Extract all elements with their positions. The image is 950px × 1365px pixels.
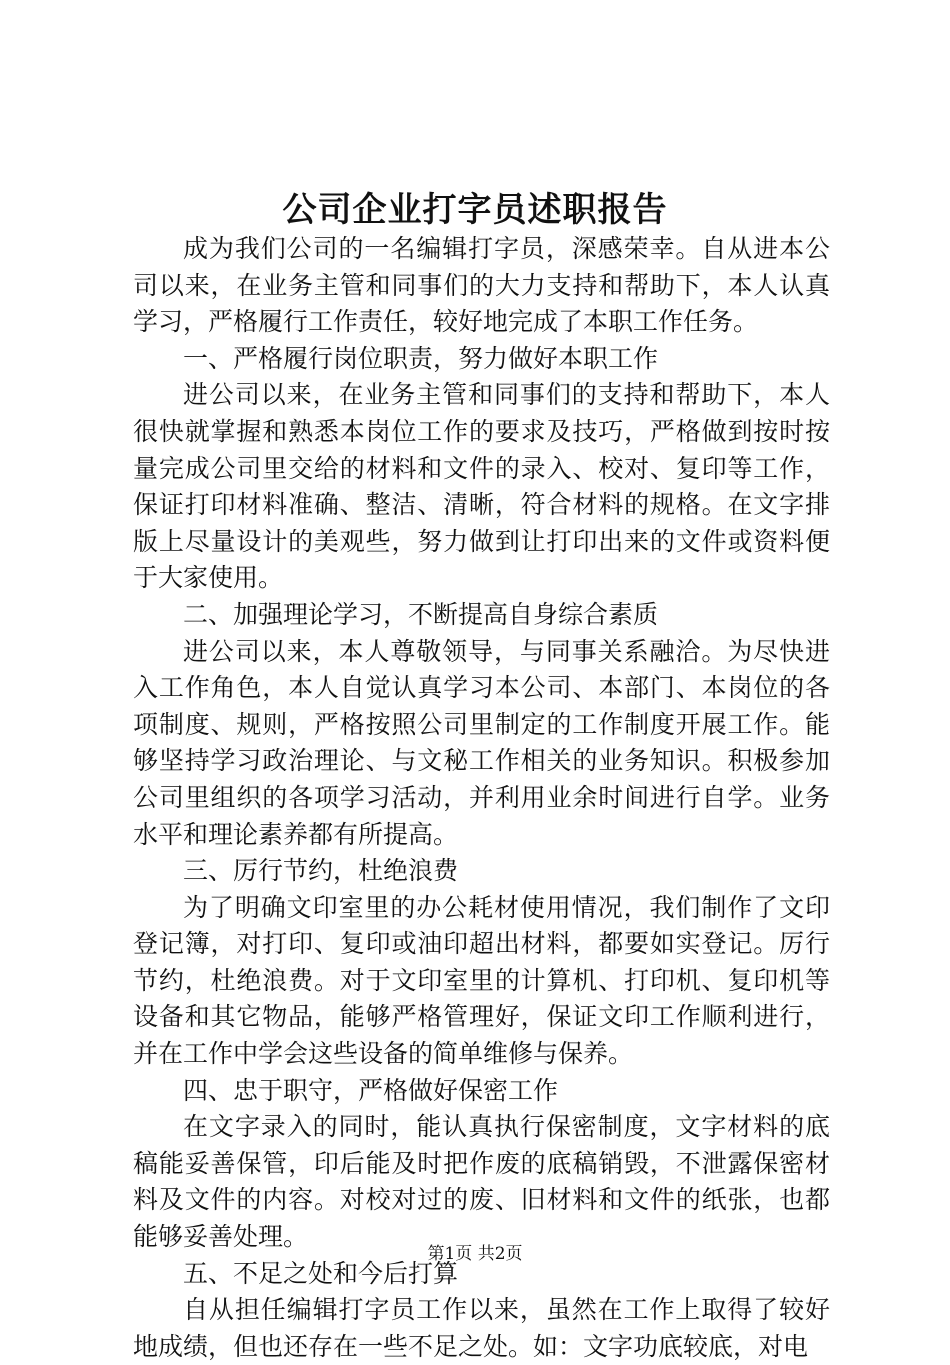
document-title: 公司企业打字员述职报告 (282, 190, 668, 230)
page-number-footer: 第1页 共2页 (427, 1244, 523, 1264)
section-heading-2: 二、加强理论学习，不断提高自身综合素质 (183, 599, 659, 629)
paragraph-section-4: 在文字录入的同时，能认真执行保密制度，文字材料的底稿能妥善保管，印后能及时把作废的底稿销毁，不泄露保密材料及文件的内容。对校对过的废、旧材料和文件的纸张，也都能够妥善处理。 (133, 1112, 830, 1252)
section-heading-4: 四、忠于职守，严格做好保密工作 (183, 1075, 559, 1105)
document-body (133, 231, 830, 1365)
paragraph-section-3: 为了明确文印室里的办公耗材使用情况，我们制作了文印登记簿，对打印、复印或油印超出材料，都要如实登记。厉行节约，杜绝浪费。对于文印室里的计算机、打印机、复印机等设备和其它物品，能够严格管理好，保证文印工作顺利进行，并在工作中学会这些设备的简单维修与保养。 (133, 892, 830, 1069)
section-heading-3: 三、厉行节约，杜绝浪费 (183, 856, 459, 886)
paragraph-section-1: 进公司以来，在业务主管和同事们的支持和帮助下，本人很快就掌握和熟悉本岗位工作的要求及技巧，严格做到按时按量完成公司里交给的材料和文件的录入、校对、复印等工作，保证打印材料准确、整洁、清晰，符合材料的规格。在文字排版上尽量设计的美观些，努力做到让打印出来的文件或资料便于大家使用。 (133, 380, 830, 593)
paragraph-section-2: 进公司以来，本人尊敬领导，与同事关系融洽。为尽快进入工作角色，本人自觉认真学习本公司、本部门、本岗位的各项制度、规则，严格按照公司里制定的工作制度开展工作。能够坚持学习政治理论、与文秘工作相关的业务知识。积极参加公司里组织的各项学习活动，并利用业余时间进行自学。业务水平和理论素养都有所提高。 (133, 636, 830, 849)
section-heading-1: 一、严格履行岗位职责，努力做好本职工作 (183, 343, 659, 373)
paragraph-intro: 成为我们公司的一名编辑打字员，深感荣幸。自从进本公司以来，在业务主管和同事们的大力支持和帮助下，本人认真学习，严格履行工作责任，较好地完成了本职工作任务。 (133, 234, 830, 337)
section-heading-5: 五、不足之处和今后打算 (183, 1258, 459, 1288)
paragraph-section-5: 自从担任编辑打字员工作以来，虽然在工作上取得了较好地成绩，但也还存在一些不足之处。如：文字功底较底，对电 (133, 1295, 830, 1361)
